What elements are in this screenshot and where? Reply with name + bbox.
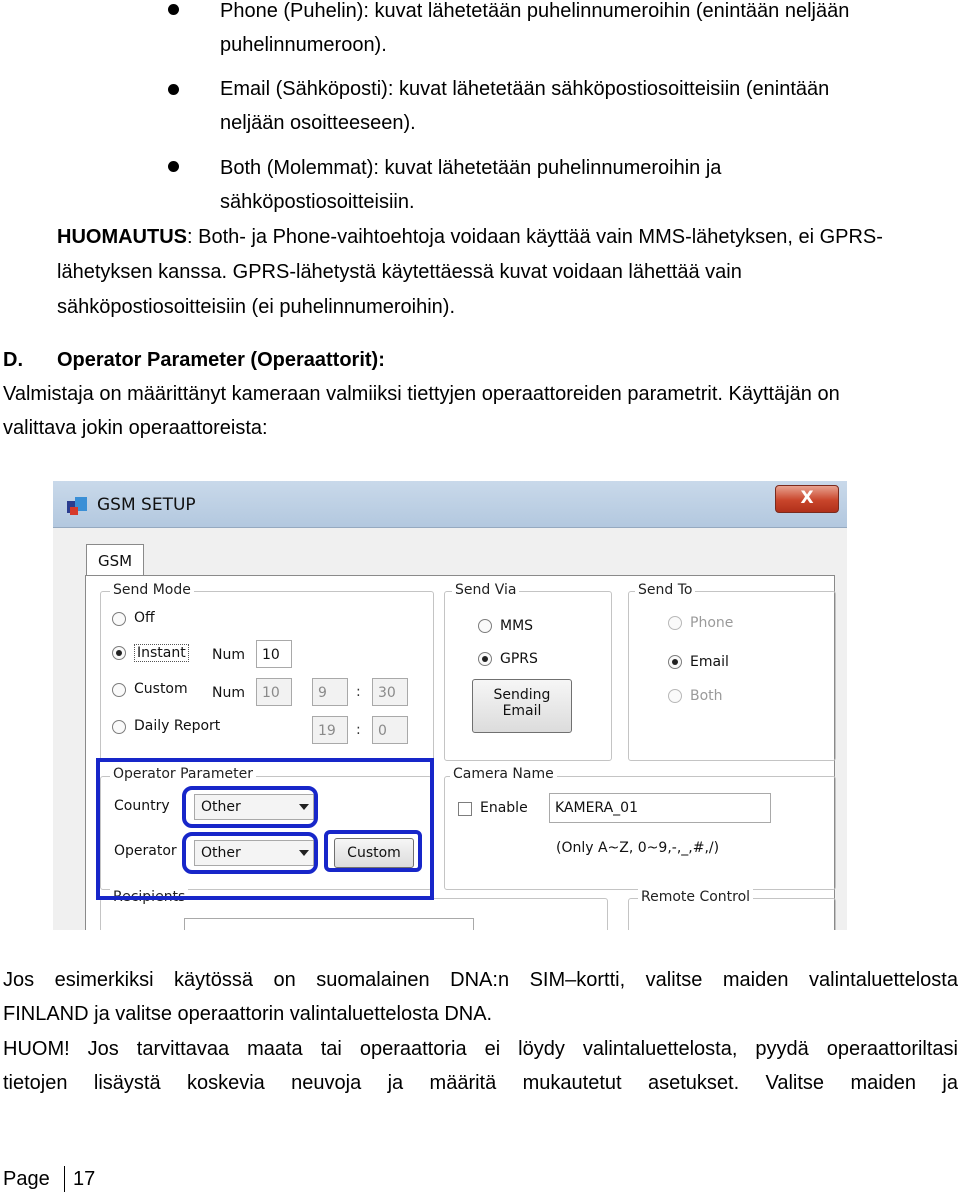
after-line1: Jos esimerkiksi käytössä on suomalainen DNA:n SIM–kortti, valitse maiden valintaluettelosta xyxy=(3,969,958,991)
bullet-email-line2: neljään osoitteeseen). xyxy=(220,112,416,134)
radio-email[interactable] xyxy=(668,655,682,669)
radio-email-label: Email xyxy=(690,654,729,670)
camera-name-input[interactable]: KAMERA_01 xyxy=(549,793,771,823)
operator-parameter-label: Operator Parameter xyxy=(110,766,256,782)
tab-panel xyxy=(85,575,835,930)
operator-select-highlight xyxy=(182,832,318,874)
radio-mms[interactable] xyxy=(478,619,492,633)
num-instant-input[interactable]: 10 xyxy=(256,640,292,668)
radio-both-label: Both xyxy=(690,688,723,704)
after-line2: FINLAND ja valitse operaattorin valintaluettelosta DNA. xyxy=(3,1003,493,1025)
close-button[interactable]: X xyxy=(775,485,839,513)
radio-custom[interactable] xyxy=(112,683,126,697)
note-line2: lähetyksen kanssa. GPRS-lähetystä käytettäessä kuvat voidaan lähettää vain xyxy=(57,261,742,283)
custom-operator-button[interactable]: Custom xyxy=(334,838,414,868)
page-label: Page xyxy=(3,1168,50,1190)
note-line3: sähköpostiosoitteisiin (ei puhelinnumeroihin). xyxy=(57,296,455,318)
note-text: : Both- ja Phone-vaihtoehtoja voidaan käyttää vain MMS-lähetyksen, ei GPRS- xyxy=(187,226,883,248)
bullet-both-line2: sähköpostiosoitteisiin. xyxy=(220,191,415,213)
sending-email-line1: Sending xyxy=(493,687,551,703)
enable-checkbox[interactable] xyxy=(458,802,472,816)
section-heading: Operator Parameter (Operaattorit): xyxy=(57,349,385,371)
num-label-custom: Num xyxy=(212,685,245,701)
recipients-input[interactable] xyxy=(184,918,474,930)
daily-hour-input[interactable]: 19 xyxy=(312,716,348,744)
remote-control-label: Remote Control xyxy=(638,889,753,905)
sending-email-button[interactable] xyxy=(472,679,572,733)
radio-daily-report-label: Daily Report xyxy=(134,718,221,734)
num-custom-input[interactable]: 10 xyxy=(256,678,292,706)
radio-phone[interactable] xyxy=(668,616,682,630)
window-title: GSM SETUP xyxy=(97,495,196,515)
send-mode-label: Send Mode xyxy=(110,582,194,598)
radio-off[interactable] xyxy=(112,612,126,626)
bullet-dot xyxy=(168,4,179,15)
radio-off-label: Off xyxy=(134,610,155,626)
operator-parameter-highlight xyxy=(96,758,434,900)
after-line4: tietojen lisäystä koskevia neuvoja ja määritä mukautetut asetukset. Valitse maiden ja xyxy=(3,1072,958,1094)
radio-gprs[interactable] xyxy=(478,652,492,666)
bullet-dot xyxy=(168,161,179,172)
radio-daily-report[interactable] xyxy=(112,720,126,734)
section-letter: D. xyxy=(3,349,23,371)
note-line1 xyxy=(57,220,883,254)
window-titlebar xyxy=(53,481,847,528)
radio-phone-label: Phone xyxy=(690,615,734,631)
radio-mms-label: MMS xyxy=(500,618,534,634)
after-line3: HUOM! Jos tarvittavaa maata tai operaattoria ei löydy valintaluettelosta, pyydä operaattoriltasi xyxy=(3,1038,958,1060)
page-number: 17 xyxy=(73,1168,96,1190)
send-to-label: Send To xyxy=(635,582,695,598)
num-label-instant: Num xyxy=(212,647,245,663)
radio-custom-label: Custom xyxy=(134,681,188,697)
send-via-label: Send Via xyxy=(452,582,519,598)
note-label: HUOMAUTUS xyxy=(57,226,187,248)
radio-gprs-label: GPRS xyxy=(500,651,538,667)
radio-instant-label: Instant xyxy=(134,644,189,662)
app-icon xyxy=(66,495,88,517)
custom-minute-input[interactable]: 30 xyxy=(372,678,408,706)
recipients-label: Recipients xyxy=(110,889,188,905)
custom-button-highlight xyxy=(324,830,422,872)
send-via-group xyxy=(444,591,612,761)
bullet-email-line1: Email (Sähköposti): kuvat lähetetään sähköpostiosoitteisiin (enintään xyxy=(220,78,830,100)
section-line1: Valmistaja on määrittänyt kameraan valmiiksi tiettyjen operaattoreiden parametrit. Käyttäjän on xyxy=(3,383,840,405)
enable-label: Enable xyxy=(480,800,528,816)
radio-instant[interactable] xyxy=(112,646,126,660)
bullet-both-line1: Both (Molemmat): kuvat lähetetään puhelinnumeroihin ja xyxy=(220,157,722,179)
tab-gsm[interactable]: GSM xyxy=(86,544,144,577)
bullet-phone-line2: puhelinnumeroon). xyxy=(220,34,387,56)
camera-name-hint: (Only A~Z, 0~9,-,_,#,/) xyxy=(556,840,720,856)
custom-hour-input[interactable]: 9 xyxy=(312,678,348,706)
bullet-phone-line1: Phone (Puhelin): kuvat lähetetään puhelinnumeroihin (enintään neljään xyxy=(220,0,850,22)
country-label: Country xyxy=(114,798,170,814)
colon: : xyxy=(356,684,361,700)
camera-name-label: Camera Name xyxy=(450,766,557,782)
colon: : xyxy=(356,722,361,738)
radio-both[interactable] xyxy=(668,689,682,703)
sending-email-line2: Email xyxy=(502,703,542,719)
daily-minute-input[interactable]: 0 xyxy=(372,716,408,744)
footer-separator xyxy=(64,1166,65,1192)
operator-select-value: Other xyxy=(201,845,241,861)
gsm-setup-window xyxy=(53,481,847,930)
section-line2: valittava jokin operaattoreista: xyxy=(3,417,268,439)
country-select-value: Other xyxy=(201,799,241,815)
bullet-dot xyxy=(168,84,179,95)
country-select-highlight xyxy=(182,786,318,828)
operator-label: Operator xyxy=(114,843,177,859)
